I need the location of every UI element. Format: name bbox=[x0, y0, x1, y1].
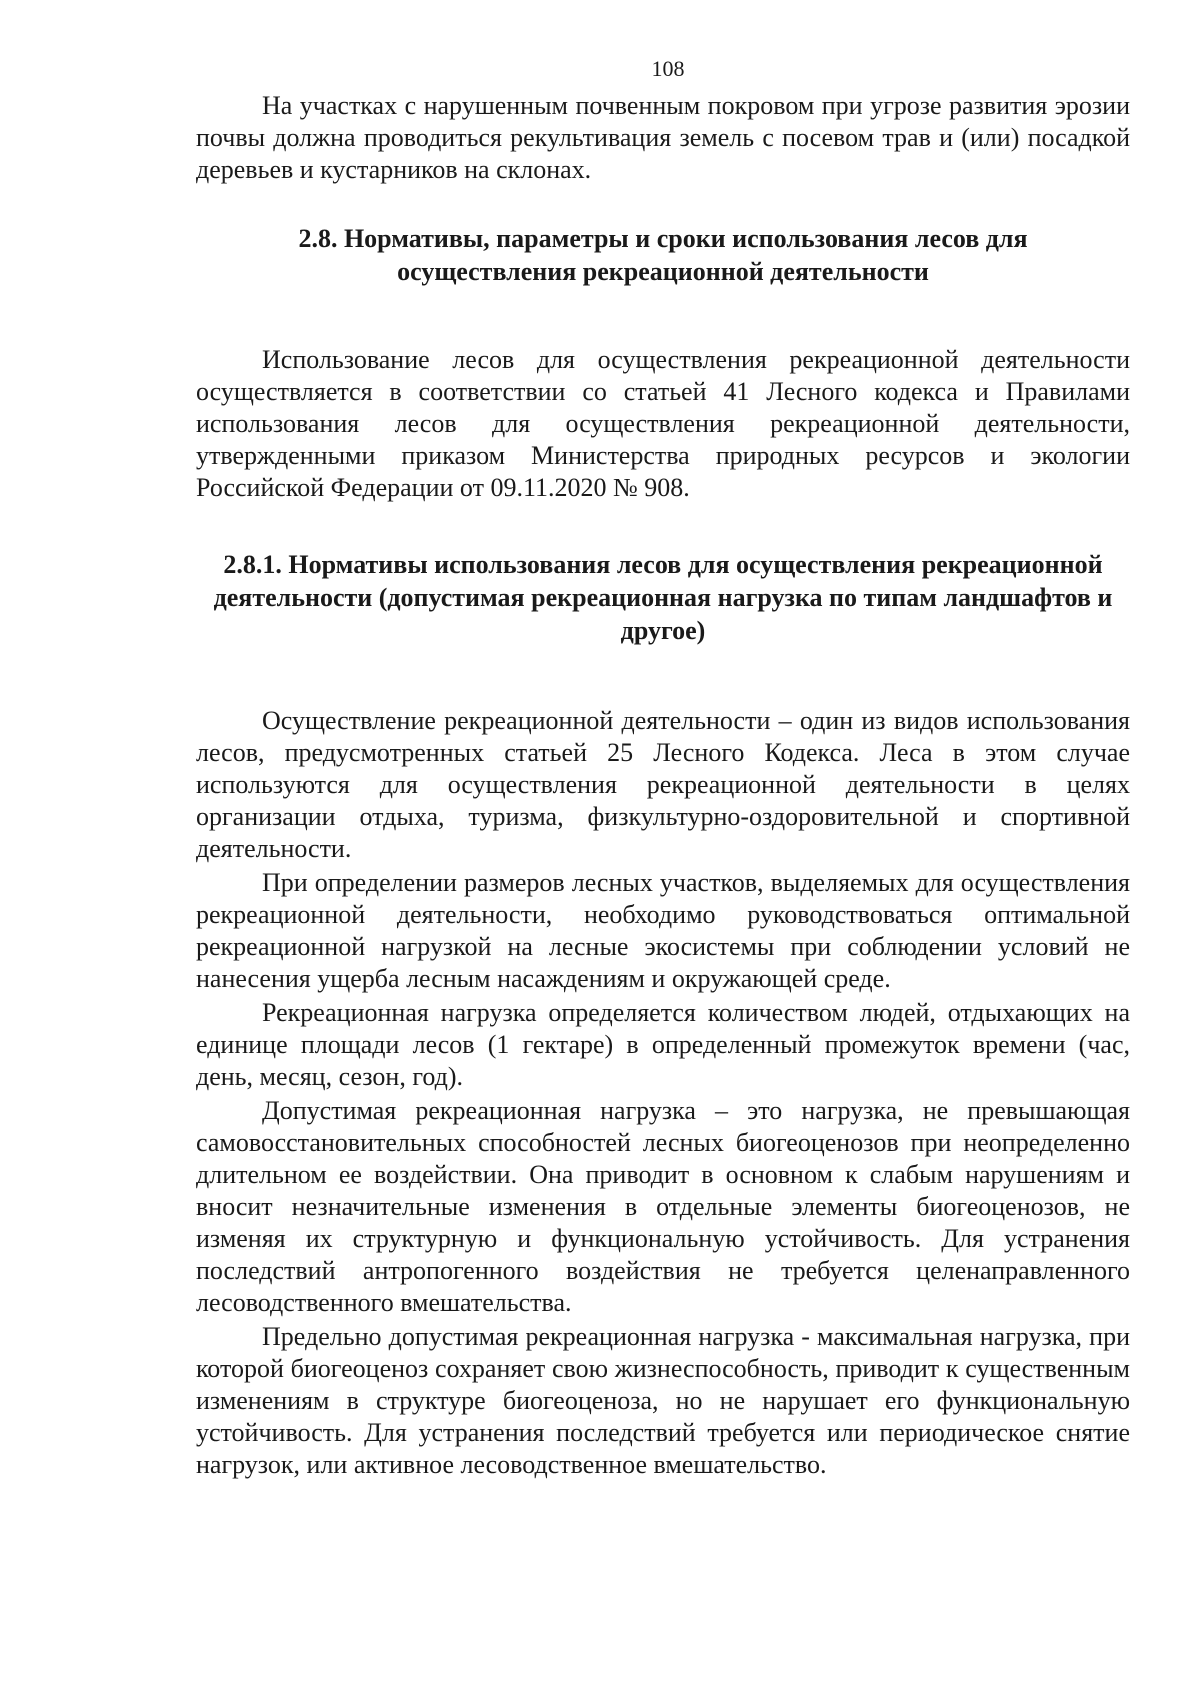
paragraph-recreation-legal-basis: Использование лесов для осуществления рекреационной деятельности осуществляется в соответствии со статьей 41 Лесного кодекса и Правилами использования лесов для осуществления рекреационной деятельности, утвержденными приказом Министерства природных ресурсов и экологии Российской Федерации от 09.11.2020 № 908. bbox=[196, 345, 1130, 502]
paragraph-plot-sizing: При определении размеров лесных участков, выделяемых для осуществления рекреационной деятельности, необходимо руководствоваться оптимальной рекреационной нагрузкой на лесные экосистемы при соблюдении условий не нанесения ущерба лесным насаждениям и окружающей среде. bbox=[196, 868, 1130, 993]
heading-section-2-8: 2.8. Нормативы, параметры и сроки использования лесов для осуществления рекреационной деятельности bbox=[298, 224, 1028, 286]
paragraph-recreation-definition: Осуществление рекреационной деятельности – один из видов использования лесов, предусмотренных статьей 25 Лесного Кодекса. Леса в этом случае используются для осуществления рекреационной деятельности в целях организации отдыха, туризма, физкультурно-оздоровительной и спортивной деятельности. bbox=[196, 706, 1130, 863]
heading-section-2-8-1: 2.8.1. Нормативы использования лесов для осуществления рекреационной деятельности (допустимая рекреационная нагрузка по типам ландшафтов и другое) bbox=[213, 550, 1113, 645]
paragraph-permissible-load: Допустимая рекреационная нагрузка – это нагрузка, не превышающая самовосстановительных способностей лесных биогеоценозов при неопределенно длительном ее воздействии. Она приводит в основном к слабым нарушениям и вносит незначительные изменения в отдельные элементы биогеоценозов, не изменяя их структурную и функциональную устойчивость. Для устранения последствий антропогенного воздействия не требуется целенаправленного лесоводственного вмешательства. bbox=[196, 1096, 1130, 1317]
page-number: 108 bbox=[651, 56, 685, 81]
paragraph-max-permissible-load: Предельно допустимая рекреационная нагрузка - максимальная нагрузка, при которой биогеоценоз сохраняет свою жизнеспособность, приводит к существенным изменениям в структуре биогеоценоза, но не нарушает его функциональную устойчивость. Для устранения последствий требуется или периодическое снятие нагрузок, или активное лесоводственное вмешательство. bbox=[196, 1322, 1130, 1479]
paragraph-recreation-load: Рекреационная нагрузка определяется количеством людей, отдыхающих на единице площади лесов (1 гектаре) в определенный промежуток времени (час, день, месяц, сезон, год). bbox=[196, 998, 1130, 1091]
paragraph-soil-recultivation: На участках с нарушенным почвенным покровом при угрозе развития эрозии почвы должна проводиться рекультивация земель с посевом трав и (или) посадкой деревьев и кустарников на склонах. bbox=[196, 91, 1130, 184]
